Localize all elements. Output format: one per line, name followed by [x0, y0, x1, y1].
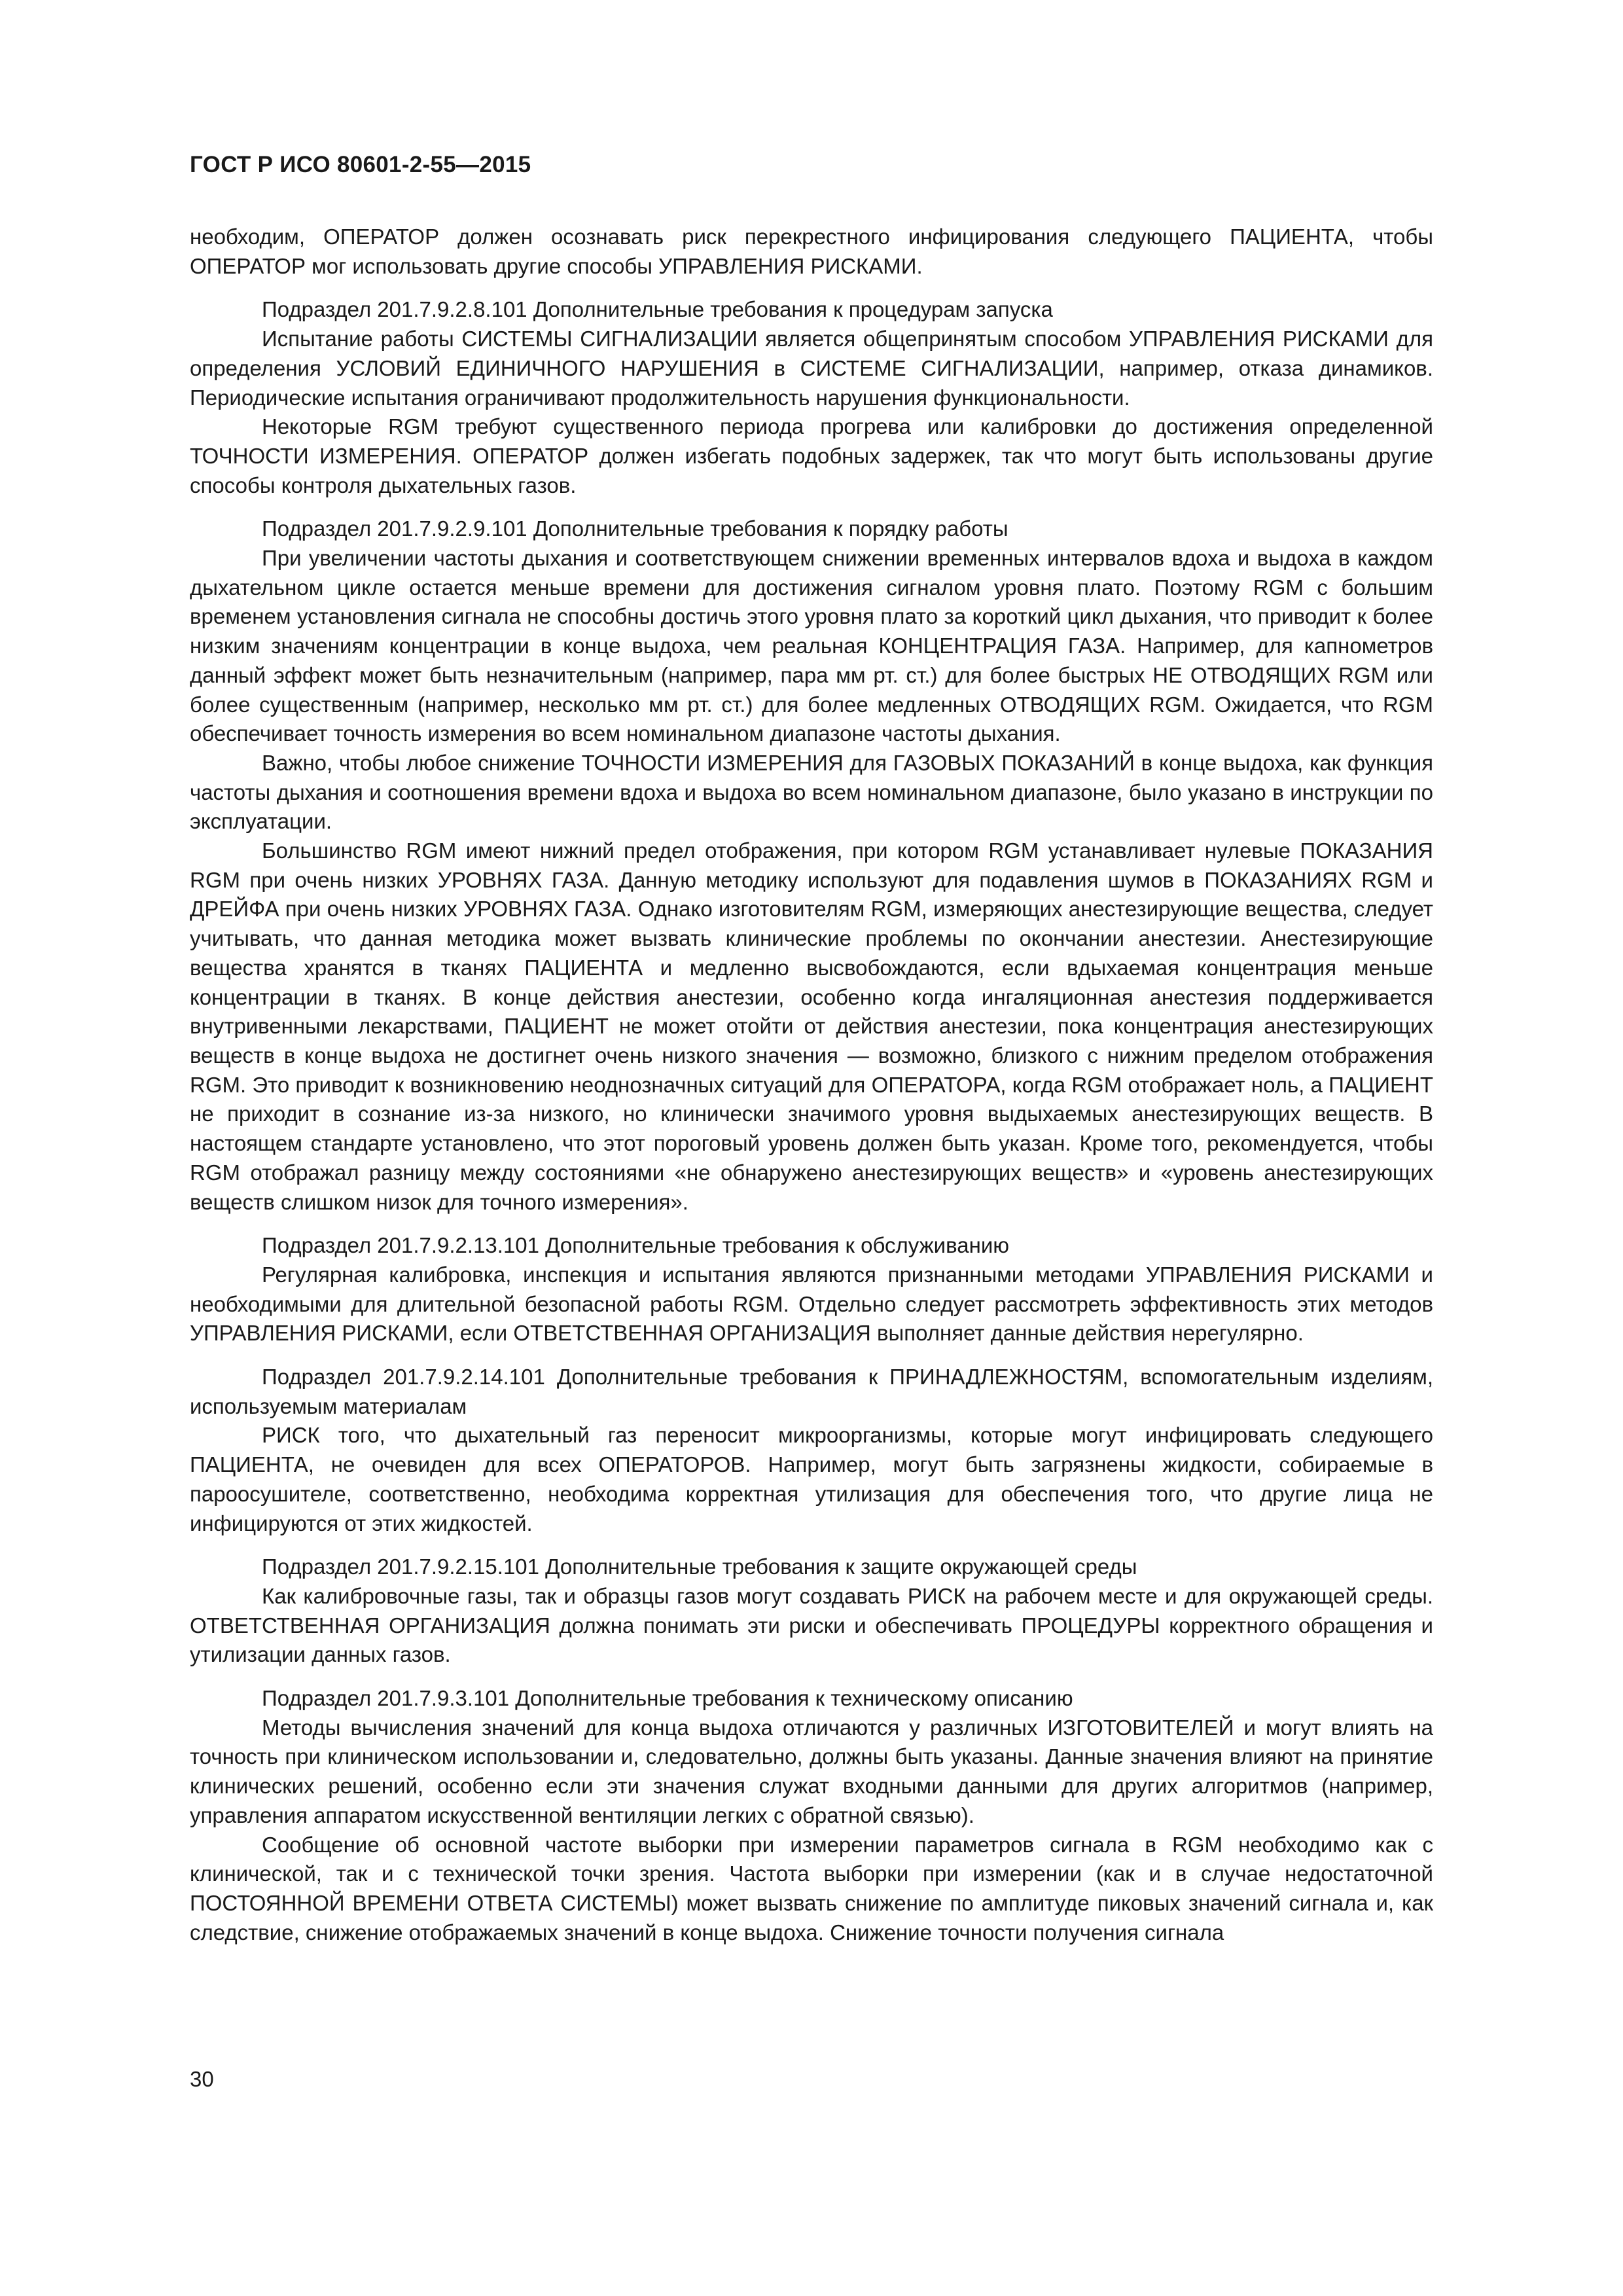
paragraph: Некоторые RGM требуют существенного периода прогрева или калибровки до достижения определенной ТОЧНОСТИ ИЗМЕРЕНИЯ. ОПЕРАТОР должен избегать подобных задержек, так что могут быть использованы другие способы контроля дыхательных газов. — [190, 414, 1433, 497]
paragraph: Сообщение об основной частоте выборки при измерении параметров сигнала в RGM необходимо как с клинической, так и с технической точки зрения. Частота выборки при измерении (как и в случае недостаточной ПОСТОЯННОЙ ВРЕМЕНИ ОТВЕТА СИСТЕМЫ) может вызвать снижение по амплитуде пиковых значений сигнала и, как следствие, снижение отображаемых значений в конце выдоха. Снижение точности получения сигнала — [190, 1832, 1433, 1945]
subsection-heading: Подраздел 201.7.9.3.101 Дополнительные требования к техническому описанию — [262, 1686, 1073, 1711]
paragraph: Как калибровочные газы, так и образцы газов могут создавать РИСК на рабочем месте и для окружающей среды. ОТВЕТСТВЕННАЯ ОРГАНИЗАЦИЯ должна понимать эти риски и обеспечивать ПРОЦЕДУРЫ корректного обращения и утилизации данных газов. — [190, 1583, 1433, 1667]
document-header: ГОСТ Р ИСО 80601-2-55—2015 — [190, 152, 531, 177]
subsection-heading: Подраздел 201.7.9.2.15.101 Дополнительные требования к защите окружающей среды — [262, 1554, 1137, 1579]
paragraph: Важно, чтобы любое снижение ТОЧНОСТИ ИЗМЕРЕНИЯ для ГАЗОВЫХ ПОКАЗАНИЙ в конце выдоха, как функция частоты дыхания и соотношения времени вдоха и выдоха во всем номинальном диапазоне, было указано в инструкции по эксплуатации. — [190, 750, 1433, 834]
subsection-heading: Подраздел 201.7.9.2.13.101 Дополнительные требования к обслуживанию — [262, 1233, 1010, 1258]
document-body — [190, 223, 1433, 1947]
paragraph: Методы вычисления значений для конца выдоха отличаются у различных ИЗГОТОВИТЕЛЕЙ и могут влиять на точность при клиническом использовании и, следовательно, должны быть указаны. Данные значения влияют на принятие клинических решений, особенно если эти значения служат входными данными для других алгоритмов (например, управления аппаратом искусственной вентиляции легких с обратной связью). — [190, 1715, 1433, 1827]
paragraph: При увеличении частоты дыхания и соответствующем снижении временных интервалов вдоха и выдоха в каждом дыхательном цикле остается меньше времени для достижения сигналом уровня плато. Поэтому RGM с большим временем установления сигнала не способны достичь этого уровня плато за короткий цикл дыхания, что приводит к более низким значениям концентрации в конце выдоха, чем реальная КОНЦЕНТРАЦИЯ ГАЗА. Например, для капнометров данный эффект может быть незначительным (например, пара мм рт. ст.) для более быстрых НЕ ОТВОДЯЩИХ RGM или более существенным (например, несколько мм рт. ст.) для более медленных ОТВОДЯЩИХ RGM. Ожидается, что RGM обеспечивает точность измерения во всем номинальном диапазоне частоты дыхания. — [190, 546, 1433, 746]
paragraph: необходим, ОПЕРАТОР должен осознавать риск перекрестного инфицирования следующего ПАЦИЕНТА, чтобы ОПЕРАТОР мог использовать другие способы УПРАВЛЕНИЯ РИСКАМИ. — [190, 224, 1433, 278]
page-number: 30 — [190, 2067, 214, 2091]
paragraph: РИСК того, что дыхательный газ переносит микроорганизмы, которые могут инфицировать следующего ПАЦИЕНТА, не очевиден для всех ОПЕРАТОРОВ. Например, могут быть загрязнены жидкости, собираемые в пароосушителе, соответственно, необходима корректная утилизация для обеспечения того, что другие лица не инфицируются от этих жидкостей. — [190, 1423, 1433, 1535]
subsection-heading: Подраздел 201.7.9.2.8.101 Дополнительные требования к процедурам запуска — [262, 297, 1053, 322]
subsection-heading: Подраздел 201.7.9.2.9.101 Дополнительные требования к порядку работы — [262, 516, 1008, 541]
subsection-heading: Подраздел 201.7.9.2.14.101 Дополнительные требования к ПРИНАДЛЕЖНОСТЯМ, вспомогательным изделиям, используемым материалам — [190, 1365, 1433, 1418]
paragraph: Регулярная калибровка, инспекция и испытания являются признанными методами УПРАВЛЕНИЯ РИСКАМИ и необходимыми для длительной безопасной работы RGM. Отдельно следует рассмотреть эффективность этих методов УПРАВЛЕНИЯ РИСКАМИ, если ОТВЕТСТВЕННАЯ ОРГАНИЗАЦИЯ выполняет данные действия нерегулярно. — [190, 1262, 1433, 1346]
paragraph: Испытание работы СИСТЕМЫ СИГНАЛИЗАЦИИ является общепринятым способом УПРАВЛЕНИЯ РИСКАМИ для определения УСЛОВИЙ ЕДИНИЧНОГО НАРУШЕНИЯ в СИСТЕМЕ СИГНАЛИЗАЦИИ, например, отказа динамиков. Периодические испытания ограничивают продолжительность нарушения функциональности. — [190, 327, 1433, 410]
paragraph: Большинство RGM имеют нижний предел отображения, при котором RGM устанавливает нулевые ПОКАЗАНИЯ RGM при очень низких УРОВНЯХ ГАЗА. Данную методику используют для подавления шумов в ПОКАЗАНИЯХ RGM и ДРЕЙФА при очень низких УРОВНЯХ ГАЗА. Однако изготовителям RGM, измеряющих анестезирующие вещества, следует учитывать, что данная методика может вызвать клинические проблемы по окончании анестезии. Анестезирующие вещества хранятся в тканях ПАЦИЕНТА и медленно высвобождаются, если вдыхаемая концентрация меньше концентрации в тканях. В конце действия анестезии, особенно когда ингаляционная анестезия поддерживается внутривенными лекарствами, ПАЦИЕНТ не может отойти от действия анестезии, пока концентрация анестезирующих веществ в конце выдоха не достигнет очень низкого значения — возможно, близкого с нижним пределом отображения RGM. Это приводит к возникновению неоднозначных ситуаций для ОПЕРАТОРА, когда RGM отображает ноль, а ПАЦИЕНТ не приходит в сознание из-за низкого, но клинически значимого уровня выдыхаемых анестезирующих веществ. В настоящем стандарте установлено, что этот пороговый уровень должен быть указан. Кроме того, рекомендуется, чтобы RGM отображал разницу между состояниями «не обнаружено анестезирующих веществ» и «уровень анестезирующих веществ слишком низок для точного измерения». — [190, 838, 1433, 1214]
